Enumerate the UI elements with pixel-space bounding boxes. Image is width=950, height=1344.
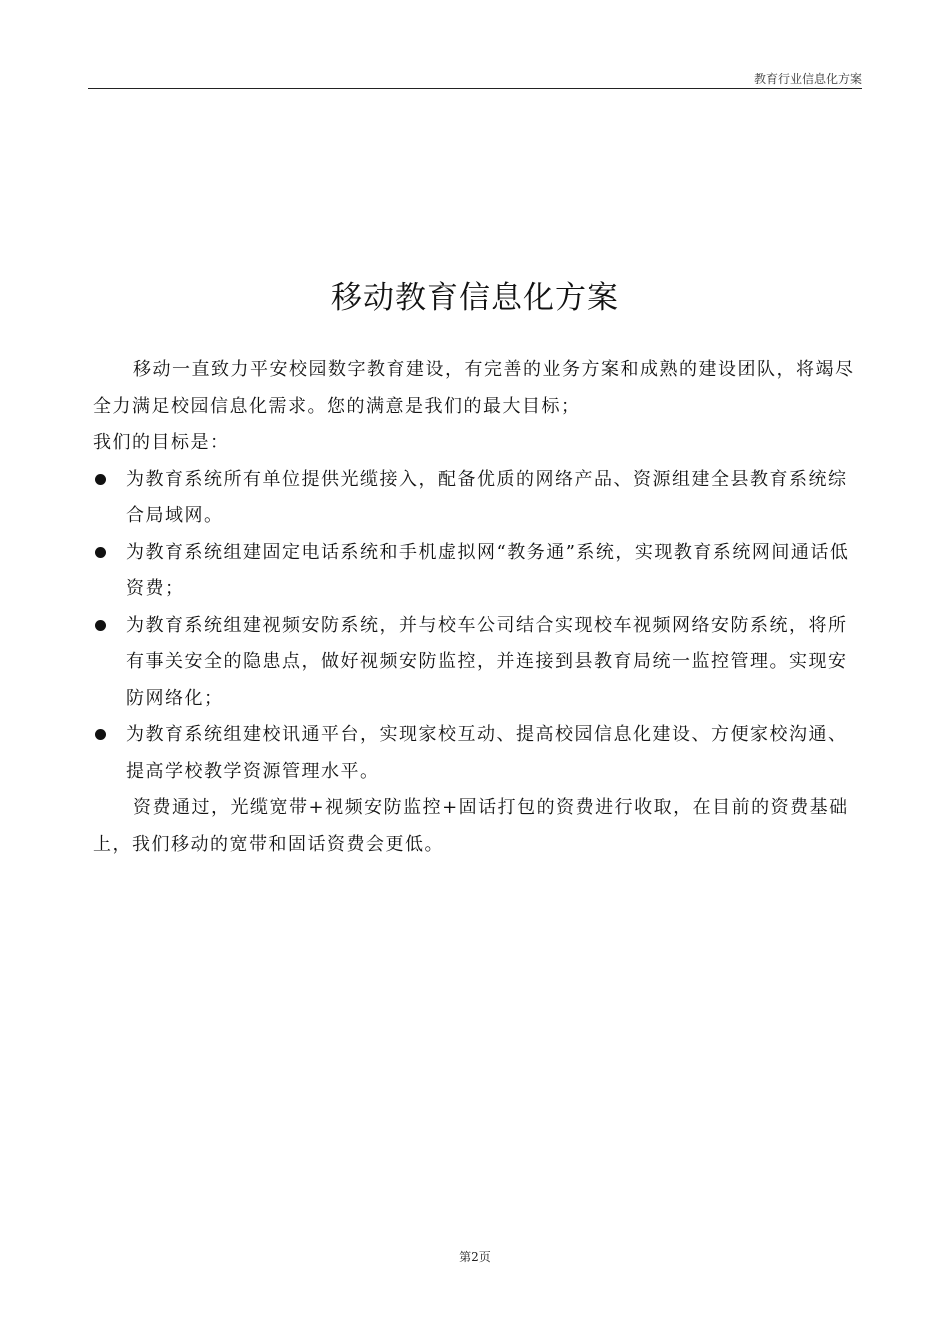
list-item-text: 为教育系统组建校讯通平台，实现家校互动、提高校园信息化建设、方便家校沟通、提高学校教学资源管理水平。 bbox=[126, 724, 848, 782]
page-header bbox=[88, 68, 862, 89]
page-number: 第2页 bbox=[459, 1250, 491, 1264]
bullet-icon bbox=[95, 729, 106, 740]
document-title: 移动教育信息化方案 bbox=[331, 280, 619, 316]
list-item-text: 为教育系统所有单位提供光缆接入，配备优质的网络产品、资源组建全县教育系统综合局域网。 bbox=[126, 468, 848, 526]
list-item bbox=[93, 608, 860, 718]
bullet-icon bbox=[95, 620, 106, 631]
intro-paragraph: 移动一直致力平安校园数字教育建设，有完善的业务方案和成熟的建设团队，将竭尽全力满足校园信息化需求。您的满意是我们的最大目标； bbox=[93, 359, 855, 417]
bullet-icon bbox=[95, 547, 106, 558]
goals-list bbox=[93, 462, 860, 791]
list-item bbox=[93, 535, 860, 608]
bullet-icon bbox=[95, 474, 106, 485]
list-item-text: 为教育系统组建固定电话系统和手机虚拟网“教务通”系统，实现教育系统网间通话低资费； bbox=[126, 541, 850, 599]
list-item bbox=[93, 462, 860, 535]
list-item-text: 为教育系统组建视频安防系统，并与校车公司结合实现校车视频网络安防系统，将所有事关安全的隐患点，做好视频安防监控，并连接到县教育局统一监控管理。实现安防网络化； bbox=[126, 614, 848, 709]
document-body bbox=[93, 352, 860, 863]
list-item bbox=[93, 717, 860, 790]
goals-label: 我们的目标是： bbox=[93, 432, 230, 453]
header-text: 教育行业信息化方案 bbox=[753, 72, 862, 86]
closing-paragraph: 资费通过，光缆宽带+视频安防监控+固话打包的资费进行收取，在目前的资费基础上，我们移动的宽带和固话资费会更低。 bbox=[93, 797, 849, 855]
